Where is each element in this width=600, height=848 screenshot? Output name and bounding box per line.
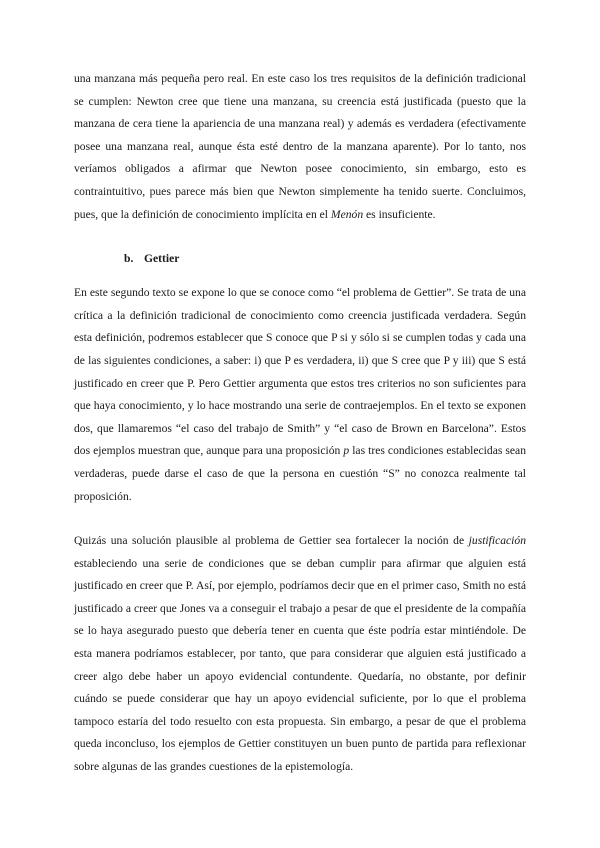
paragraph-menon-conclusion: [74, 68, 526, 226]
paragraph-text: estableciendo una serie de condiciones que se deban cumplir para afirmar que alguien está justificado en creer que P. Así, por ejemplo, podríamos decir que en el primer caso, Smith no está justificado a creer que Jones va a conseguir el trabajo a pesar de que el presidente de la compañía se lo haya asegurado puesto que debería tener en cuenta que éste podría estar mintiéndole. De esta manera podríamos establecer, por tanto, que para considerar que alguien está justificado a creer algo debe haber un apoyo evidencial contundente. Quedaría, no obstante, por definir cuándo se puede considerar que hay un apoyo evidencial suficiente, por lo que el problema tampoco estaría del todo resuelto con esta propuesta. Sin embargo, a pesar de que el problema queda inconcluso, los ejemplos de Gettier constituyen un buen punto de partida para reflexionar sobre algunas de las grandes cuestiones de la epistemología.: [74, 556, 526, 774]
paragraph-text: una manzana más pequeña pero real. En este caso los tres requisitos de la definición tradicional se cumplen: Newton cree que tiene una manzana, su creencia está justificada (puesto que la manzana de cera tiene la apariencia de una manzana real) y además es verdadera (efectivamente posee una manzana real, aunque ésta esté dentro de la manzana aparente). Por lo tanto, nos veríamos obligados a afirmar que Newton posee conocimiento, sin embargo, esto es contraintuitivo, pues parece más bien que Newton simplemente ha tenido suerte. Concluimos, pues, que la definición de conocimiento implícita en el: [74, 72, 526, 221]
section-heading: [124, 248, 526, 270]
spacer: [74, 508, 526, 530]
italic-term: p: [343, 444, 350, 458]
italic-term: justificación: [468, 534, 526, 548]
section-letter: b.: [124, 252, 134, 266]
document-page: [74, 68, 526, 779]
paragraph-solution: [74, 530, 526, 779]
spacer: [74, 226, 526, 248]
paragraph-gettier-problem: [74, 282, 526, 508]
paragraph-text: es insuficiente.: [363, 207, 436, 221]
paragraph-text: Quizás una solución plausible al problema de Gettier sea fortalecer la noción de: [74, 534, 469, 548]
italic-term: Menón: [330, 207, 364, 221]
paragraph-text: En este segundo texto se expone lo que se conoce como “el problema de Gettier”. Se trata de una crítica a la definición tradicional de conocimiento como creencia justificada verdadera. Según esta definición, podremos establecer que S conoce que P si y sólo si se cumplen todas y cada una de las siguientes condiciones, a saber: i) que P es verdadera, ii) que S cree que P y iii) que S está justificado en creer que P. Pero Gettier argumenta que estos tres criterios no son suficientes para que haya conocimiento, y lo hace mostrando una serie de contraejemplos. En el texto se exponen dos, que llamaremos “el caso del trabajo de Smith” y “el caso de Brown en Barcelona”. Estos dos ejemplos muestran que, aunque para una proposición: [74, 286, 526, 458]
paragraph-text: las tres condiciones establecidas sean verdaderas, puede darse el caso de que la persona en cuestión “S” no conozca realmente tal proposición.: [74, 444, 526, 503]
section-title: Gettier: [144, 252, 180, 266]
